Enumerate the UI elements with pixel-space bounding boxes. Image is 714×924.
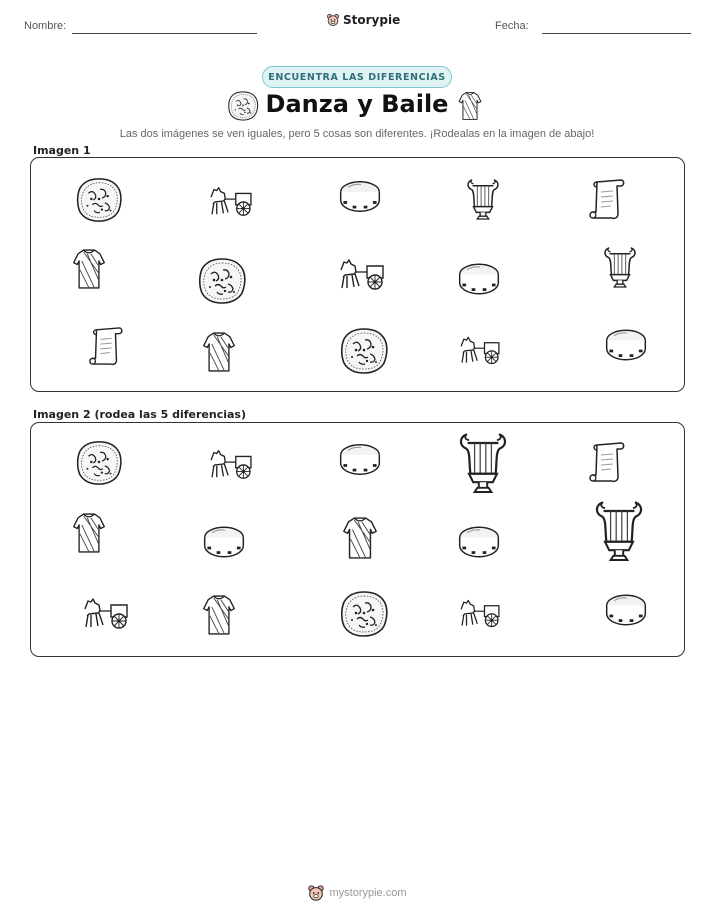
mosaic-icon [227, 90, 259, 122]
chariot-icon [207, 182, 255, 220]
footer-url[interactable]: mystorypie.com [329, 887, 407, 899]
footer [0, 884, 714, 902]
date-label: Fecha: [495, 20, 529, 32]
toga-icon [457, 90, 483, 122]
lyre-icon [601, 244, 639, 292]
panel1-label: Imagen 1 [33, 144, 91, 157]
date-line[interactable] [542, 33, 691, 34]
toga-icon [71, 509, 107, 557]
mosaic-icon [197, 256, 247, 306]
tambourine-icon [337, 441, 383, 478]
mosaic-icon [339, 589, 389, 639]
mosaic-icon [339, 326, 389, 376]
lyre-icon [464, 176, 502, 224]
chariot-icon [457, 595, 503, 631]
image-panel-2[interactable] [30, 422, 685, 657]
image-panel-1 [30, 157, 685, 392]
tambourine-icon [603, 326, 649, 364]
scroll-icon [87, 324, 125, 368]
tambourine-icon [456, 523, 502, 561]
toga-icon [341, 513, 379, 563]
tambourine-icon [456, 260, 502, 298]
toga-icon [201, 591, 237, 639]
scroll-icon [587, 176, 627, 222]
name-label: Nombre: [24, 20, 67, 32]
tambourine-icon [337, 178, 383, 215]
lyre-icon [455, 429, 511, 499]
mosaic-icon [75, 176, 123, 224]
tambourine-icon [201, 523, 247, 561]
bear-logo-icon [326, 13, 340, 27]
scroll-icon [587, 439, 627, 485]
logo-text: Storypie [343, 13, 401, 27]
page-title: Danza y Baile [265, 90, 449, 118]
tambourine-icon [603, 591, 649, 629]
bear-logo-icon [307, 884, 325, 902]
toga-icon [71, 246, 107, 292]
chariot-icon [337, 254, 387, 294]
panel2-label: Imagen 2 (rodea las 5 diferencias) [33, 408, 247, 421]
mosaic-icon [75, 439, 123, 487]
chariot-icon [81, 593, 131, 633]
chariot-icon [457, 332, 503, 368]
instructions: Las dos imágenes se ven iguales, pero 5 cosas son diferentes. ¡Rodealas en la imagen de abajo! [119, 128, 595, 140]
lyre-icon [591, 497, 647, 567]
storypie-logo [326, 13, 400, 27]
toga-icon [201, 328, 237, 376]
chariot-icon [207, 445, 255, 483]
activity-badge: ENCUENTRA LAS DIFERENCIAS [262, 66, 452, 88]
name-line[interactable] [72, 33, 257, 34]
